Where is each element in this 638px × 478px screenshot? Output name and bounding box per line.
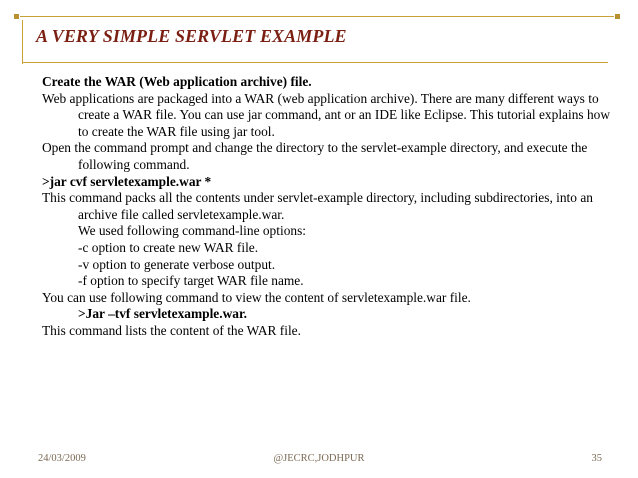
line-heading: Create the WAR (Web application archive) file. bbox=[42, 74, 312, 89]
line-option-c: -c option to create new WAR file. bbox=[78, 239, 259, 255]
slide-title: A VERY SIMPLE SERVLET EXAMPLE bbox=[36, 26, 347, 46]
line-option-v: -v option to generate verbose output. bbox=[78, 256, 276, 272]
slide-body bbox=[42, 74, 617, 340]
line-lists-content: This command lists the content of the WAR file. bbox=[42, 322, 301, 338]
footer-org: @JECRC,JODHPUR bbox=[273, 453, 365, 464]
line-jar-command: >jar cvf servletexample.war * bbox=[42, 173, 212, 189]
line-packs-contents: This command packs all the contents under servlet-example directory, including subdirectories, into an archive file called servletexample.war. bbox=[42, 190, 593, 222]
title-separator bbox=[22, 62, 608, 63]
line-options-intro: We used following command-line options: bbox=[78, 223, 307, 239]
line-open-prompt: Open the command prompt and change the directory to the servlet-example directory, and execute the following command. bbox=[42, 140, 588, 172]
line-war-intro: Web applications are packaged into a WAR (web application archive). There are many different ways to create a WAR file. You can use jar command, ant or an IDE like Eclipse. This tutorial explains how to create the WAR file using jar tool. bbox=[42, 90, 611, 139]
top-rule bbox=[14, 16, 620, 19]
rule-cap-right bbox=[615, 14, 620, 19]
rule-line bbox=[20, 16, 614, 17]
line-option-f: -f option to specify target WAR file name. bbox=[78, 273, 304, 289]
footer-date: 24/03/2009 bbox=[38, 453, 86, 464]
rule-cap-left bbox=[14, 14, 19, 19]
line-jar-tvf-command: >Jar –tvf servletexample.war. bbox=[78, 306, 248, 322]
left-rule bbox=[22, 20, 23, 64]
page-number: 35 bbox=[591, 453, 602, 464]
line-view-content: You can use following command to view the content of servletexample.war file. bbox=[42, 289, 471, 305]
